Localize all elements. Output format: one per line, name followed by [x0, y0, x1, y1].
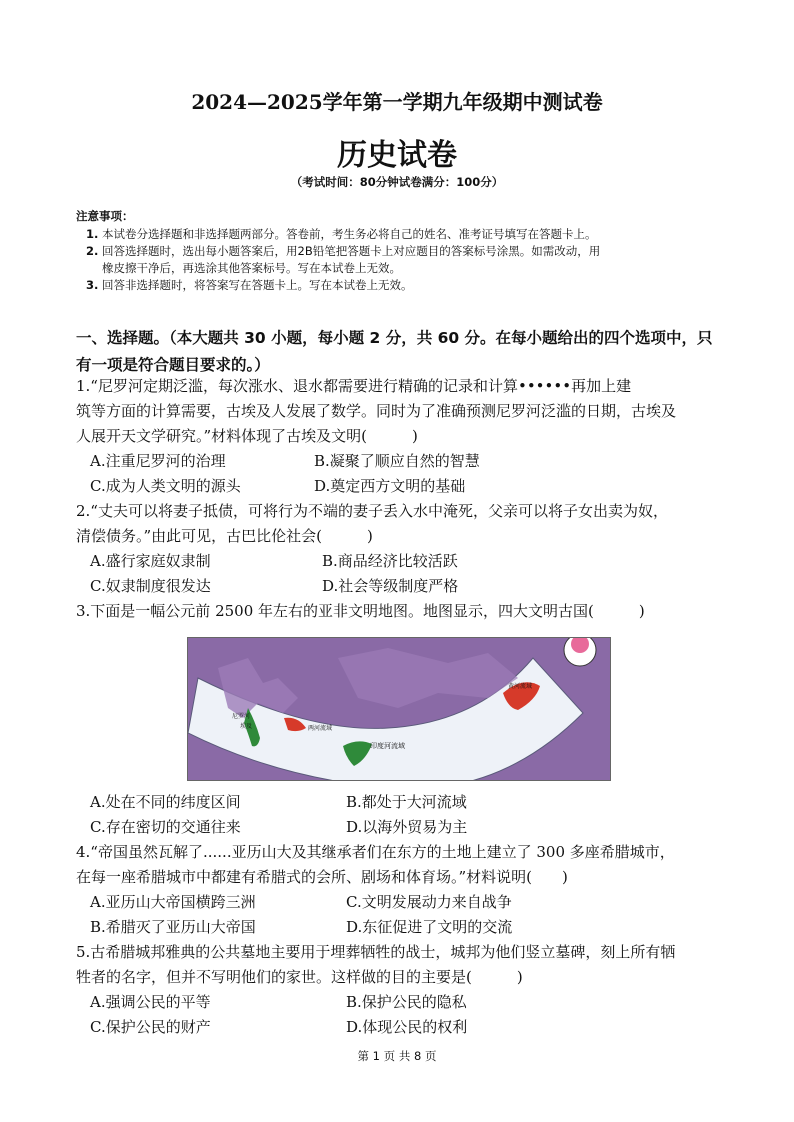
- section-line-2: 有一项是符合题目要求的。）: [76, 356, 270, 374]
- question-3: [76, 599, 726, 624]
- q2-option-c: C.奴隶制度很发达: [90, 577, 211, 595]
- q4-option-b: B.希腊灭了亚历山大帝国: [90, 918, 256, 936]
- notice-text: 本试卷分选择题和非选择题两部分。答卷前，考生务必将自己的姓名、准考证号填写在答题卡上。: [102, 227, 597, 241]
- q4-option-a: A.亚历山大帝国横跨三洲: [90, 893, 256, 911]
- q3-option-a: A.处在不同的纬度区间: [90, 793, 241, 811]
- q1-option-d: D.奠定西方文明的基础: [314, 477, 466, 495]
- question-line: 4.“帝国虽然瓦解了......亚历山大及其继承者们在东方的土地上建立了 300 多座希腊城市，: [76, 843, 675, 861]
- question-line: 清偿债务。”由此可见，古巴比伦社会( ): [76, 527, 373, 545]
- notice-item-2-cont: 橡皮擦干净后，再选涂其他答案标号。写在本试卷上无效。: [102, 261, 401, 275]
- exam-info: （考试时间：80分钟试卷满分：100分）: [290, 175, 504, 189]
- q5-option-a: A.强调公民的平等: [90, 993, 211, 1011]
- question-line: 人展开天文学研究。”材料体现了古埃及文明( ): [76, 427, 418, 445]
- notice-num: 2.: [86, 244, 99, 258]
- page-footer: 第 1 页 共 8 页: [357, 1049, 437, 1063]
- label-egypt: 埃及: [240, 723, 253, 730]
- question-4: [76, 840, 726, 890]
- q2-option-a: A.盛行家庭奴隶制: [90, 552, 211, 570]
- notice-item-1: [86, 226, 726, 243]
- q1-option-a: A.注重尼罗河的治理: [90, 452, 226, 470]
- subject-title: 历史试卷: [337, 138, 457, 173]
- q2-option-b: B.商品经济比较活跃: [322, 552, 458, 570]
- q1-option-b: B.凝聚了顺应自然的智慧: [314, 452, 480, 470]
- question-2: [76, 499, 726, 549]
- q4-option-c: C.文明发展动力来自战争: [346, 893, 512, 911]
- notice-num: 1.: [86, 227, 99, 241]
- ancient-civilizations-map: [187, 637, 611, 781]
- label-nile: 尼罗河: [232, 713, 251, 720]
- label-mesopotamia: 两河流域: [308, 725, 333, 732]
- notice-title: 注意事项：: [76, 209, 134, 223]
- notice-item-2: [86, 243, 726, 260]
- notice-text: 回答非选择题时，将答案写在答题卡上。写在本试卷上无效。: [102, 278, 413, 292]
- q3-option-b: B.都处于大河流域: [346, 793, 467, 811]
- notice-text: 回答选择题时，选出每小题答案后，用2B铅笔把答题卡上对应题目的答案标号涂黑。如需改动，用: [102, 244, 601, 258]
- question-line: 3.下面是一幅公元前 2500 年左右的亚非文明地图。地图显示，四大文明古国( ): [76, 602, 645, 620]
- section-line-1: 一、选择题。（本大题共 30 小题，每小题 2 分，共 60 分。在每小题给出的四个选项中，只: [76, 329, 713, 347]
- map-graphic: [188, 638, 610, 780]
- question-1: [76, 374, 726, 449]
- question-line: 2.“丈夫可以将妻子抵债，可将行为不端的妻子丢入水中淹死，父亲可以将子女出卖为奴，: [76, 502, 668, 520]
- label-indus: 印度河流域: [370, 742, 405, 750]
- q5-option-c: C.保护公民的财产: [90, 1018, 211, 1036]
- notice-item-3: [86, 277, 726, 294]
- question-5: [76, 940, 726, 990]
- exam-title: 2024—2025学年第一学期九年级期中测试卷: [191, 90, 603, 114]
- q2-option-d: D.社会等级制度严格: [322, 577, 459, 595]
- q3-option-d: D.以海外贸易为主: [346, 818, 468, 836]
- q5-option-b: B.保护公民的隐私: [346, 993, 467, 1011]
- label-huanghe: 黄河流域: [508, 683, 533, 690]
- question-line: 筑等方面的计算需要，古埃及人发展了数学。同时为了准确预测尼罗河泛滥的日期，古埃及: [76, 402, 677, 420]
- section-heading: [76, 325, 726, 379]
- q5-option-d: D.体现公民的权利: [346, 1018, 468, 1036]
- question-line: 牲者的名字，但并不写明他们的家世。这样做的目的主要是( ): [76, 968, 523, 986]
- q3-option-c: C.存在密切的交通往来: [90, 818, 241, 836]
- q1-option-c: C.成为人类文明的源头: [90, 477, 241, 495]
- question-line: 5.古希腊城邦雅典的公共墓地主要用于埋葬牺牲的战士，城邦为他们竖立墓碑，刻上所有牺: [76, 943, 676, 961]
- q4-option-d: D.东征促进了文明的交流: [346, 918, 513, 936]
- question-line: 在每一座希腊城市中都建有希腊式的会所、剧场和体育场。”材料说明( ): [76, 868, 568, 886]
- question-line: 1.“尼罗河定期泛滥，每次涨水、退水都需要进行精确的记录和计算••••••再加上建: [76, 377, 632, 395]
- notice-num: 3.: [86, 278, 99, 292]
